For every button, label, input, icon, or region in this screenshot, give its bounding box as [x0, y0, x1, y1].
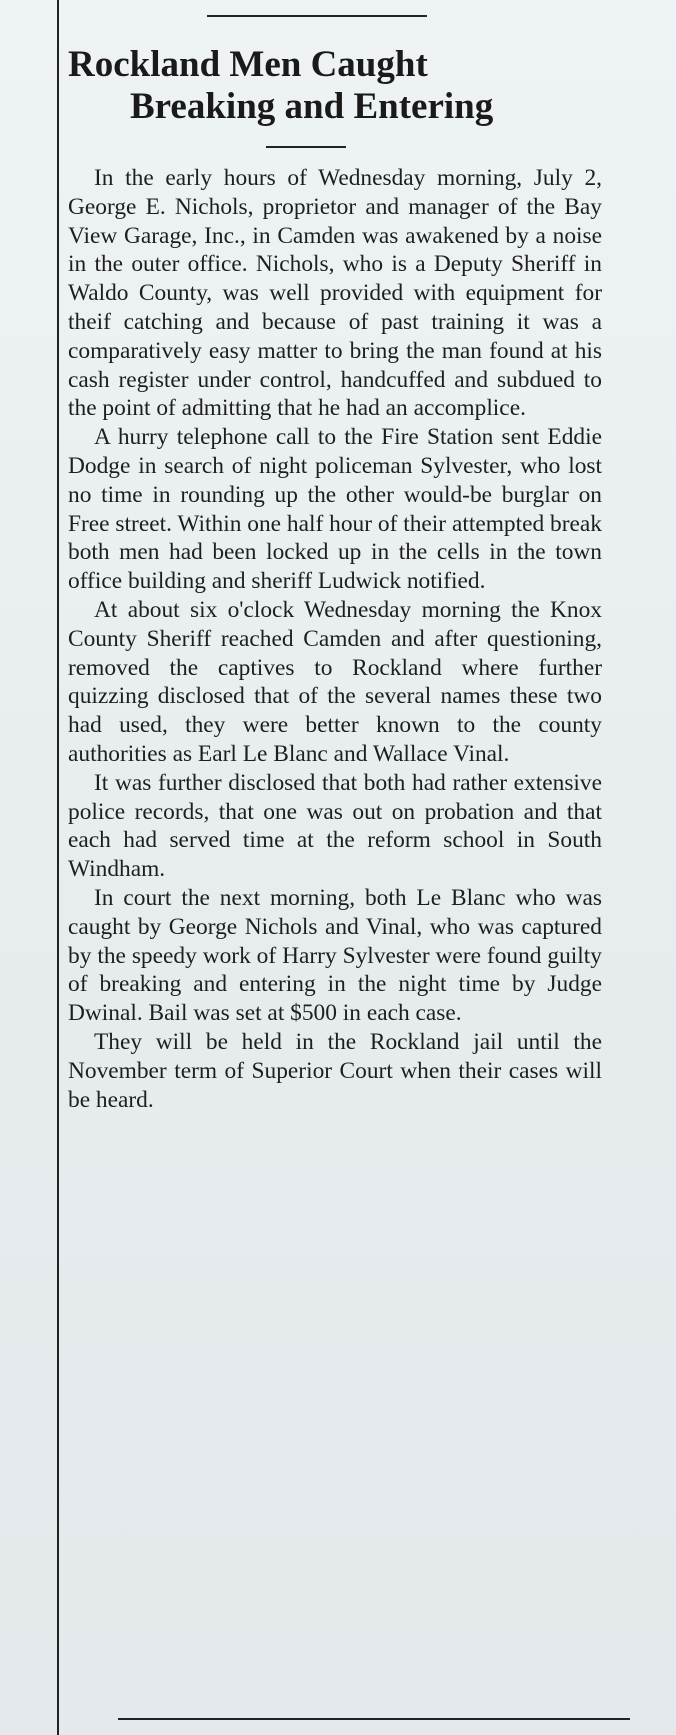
paragraph-4: It was further disclosed that both had rather extensive police records, that one was out on probation and that each had served time at the reform school in South Windham.: [68, 769, 602, 883]
paragraph-3: At about six o'clock Wednesday morning the Knox County Sheriff reached Camden and after questioning, removed the captives to Rockland where further quizzing disclosed that of the several names these two had used, they were better known to the county authorities as Earl Le Blanc and Wallace Vinal.: [68, 596, 602, 767]
headline-rule: [266, 146, 346, 148]
paragraph-1: In the early hours of Wednesday morning, July 2, George E. Nichols, proprietor and manager of the Bay View Garage, Inc., in Camden was awakened by a noise in the outer office. Nichols, who is a Deputy Sheriff in Waldo County, was well provided with equipment for theif catching and because of past training it was a comparatively easy matter to bring the man found at his cash register under control, handcuffed and subdued to the point of admitting that he had an accomplice.: [68, 165, 602, 422]
column-rule-left: [57, 0, 59, 1735]
paragraph-5: In court the next morning, both Le Blanc who was caught by George Nichols and Vinal, who was captured by the speedy work of Harry Sylvester were found guilty of breaking and entering in the night time by Judge Dwinal. Bail was set at $500 in each case.: [68, 884, 602, 1027]
headline: [68, 44, 588, 128]
article-body: [68, 164, 602, 1114]
paragraph-2: A hurry telephone call to the Fire Station sent Eddie Dodge in search of night policeman Sylvester, who lost no time in rounding up the other would-be burglar on Free street. Within one half hour of their attempted break both men had been locked up in the cells in the town office building and sheriff Ludwick notified.: [68, 424, 602, 595]
headline-line-2: Breaking and Entering: [130, 86, 494, 127]
bottom-rule: [118, 1718, 630, 1720]
top-rule: [207, 15, 427, 17]
headline-line-1: Rockland Men Caught: [68, 44, 428, 85]
paragraph-6: They will be held in the Rockland jail until the November term of Superior Court when their cases will be heard.: [68, 1028, 602, 1113]
